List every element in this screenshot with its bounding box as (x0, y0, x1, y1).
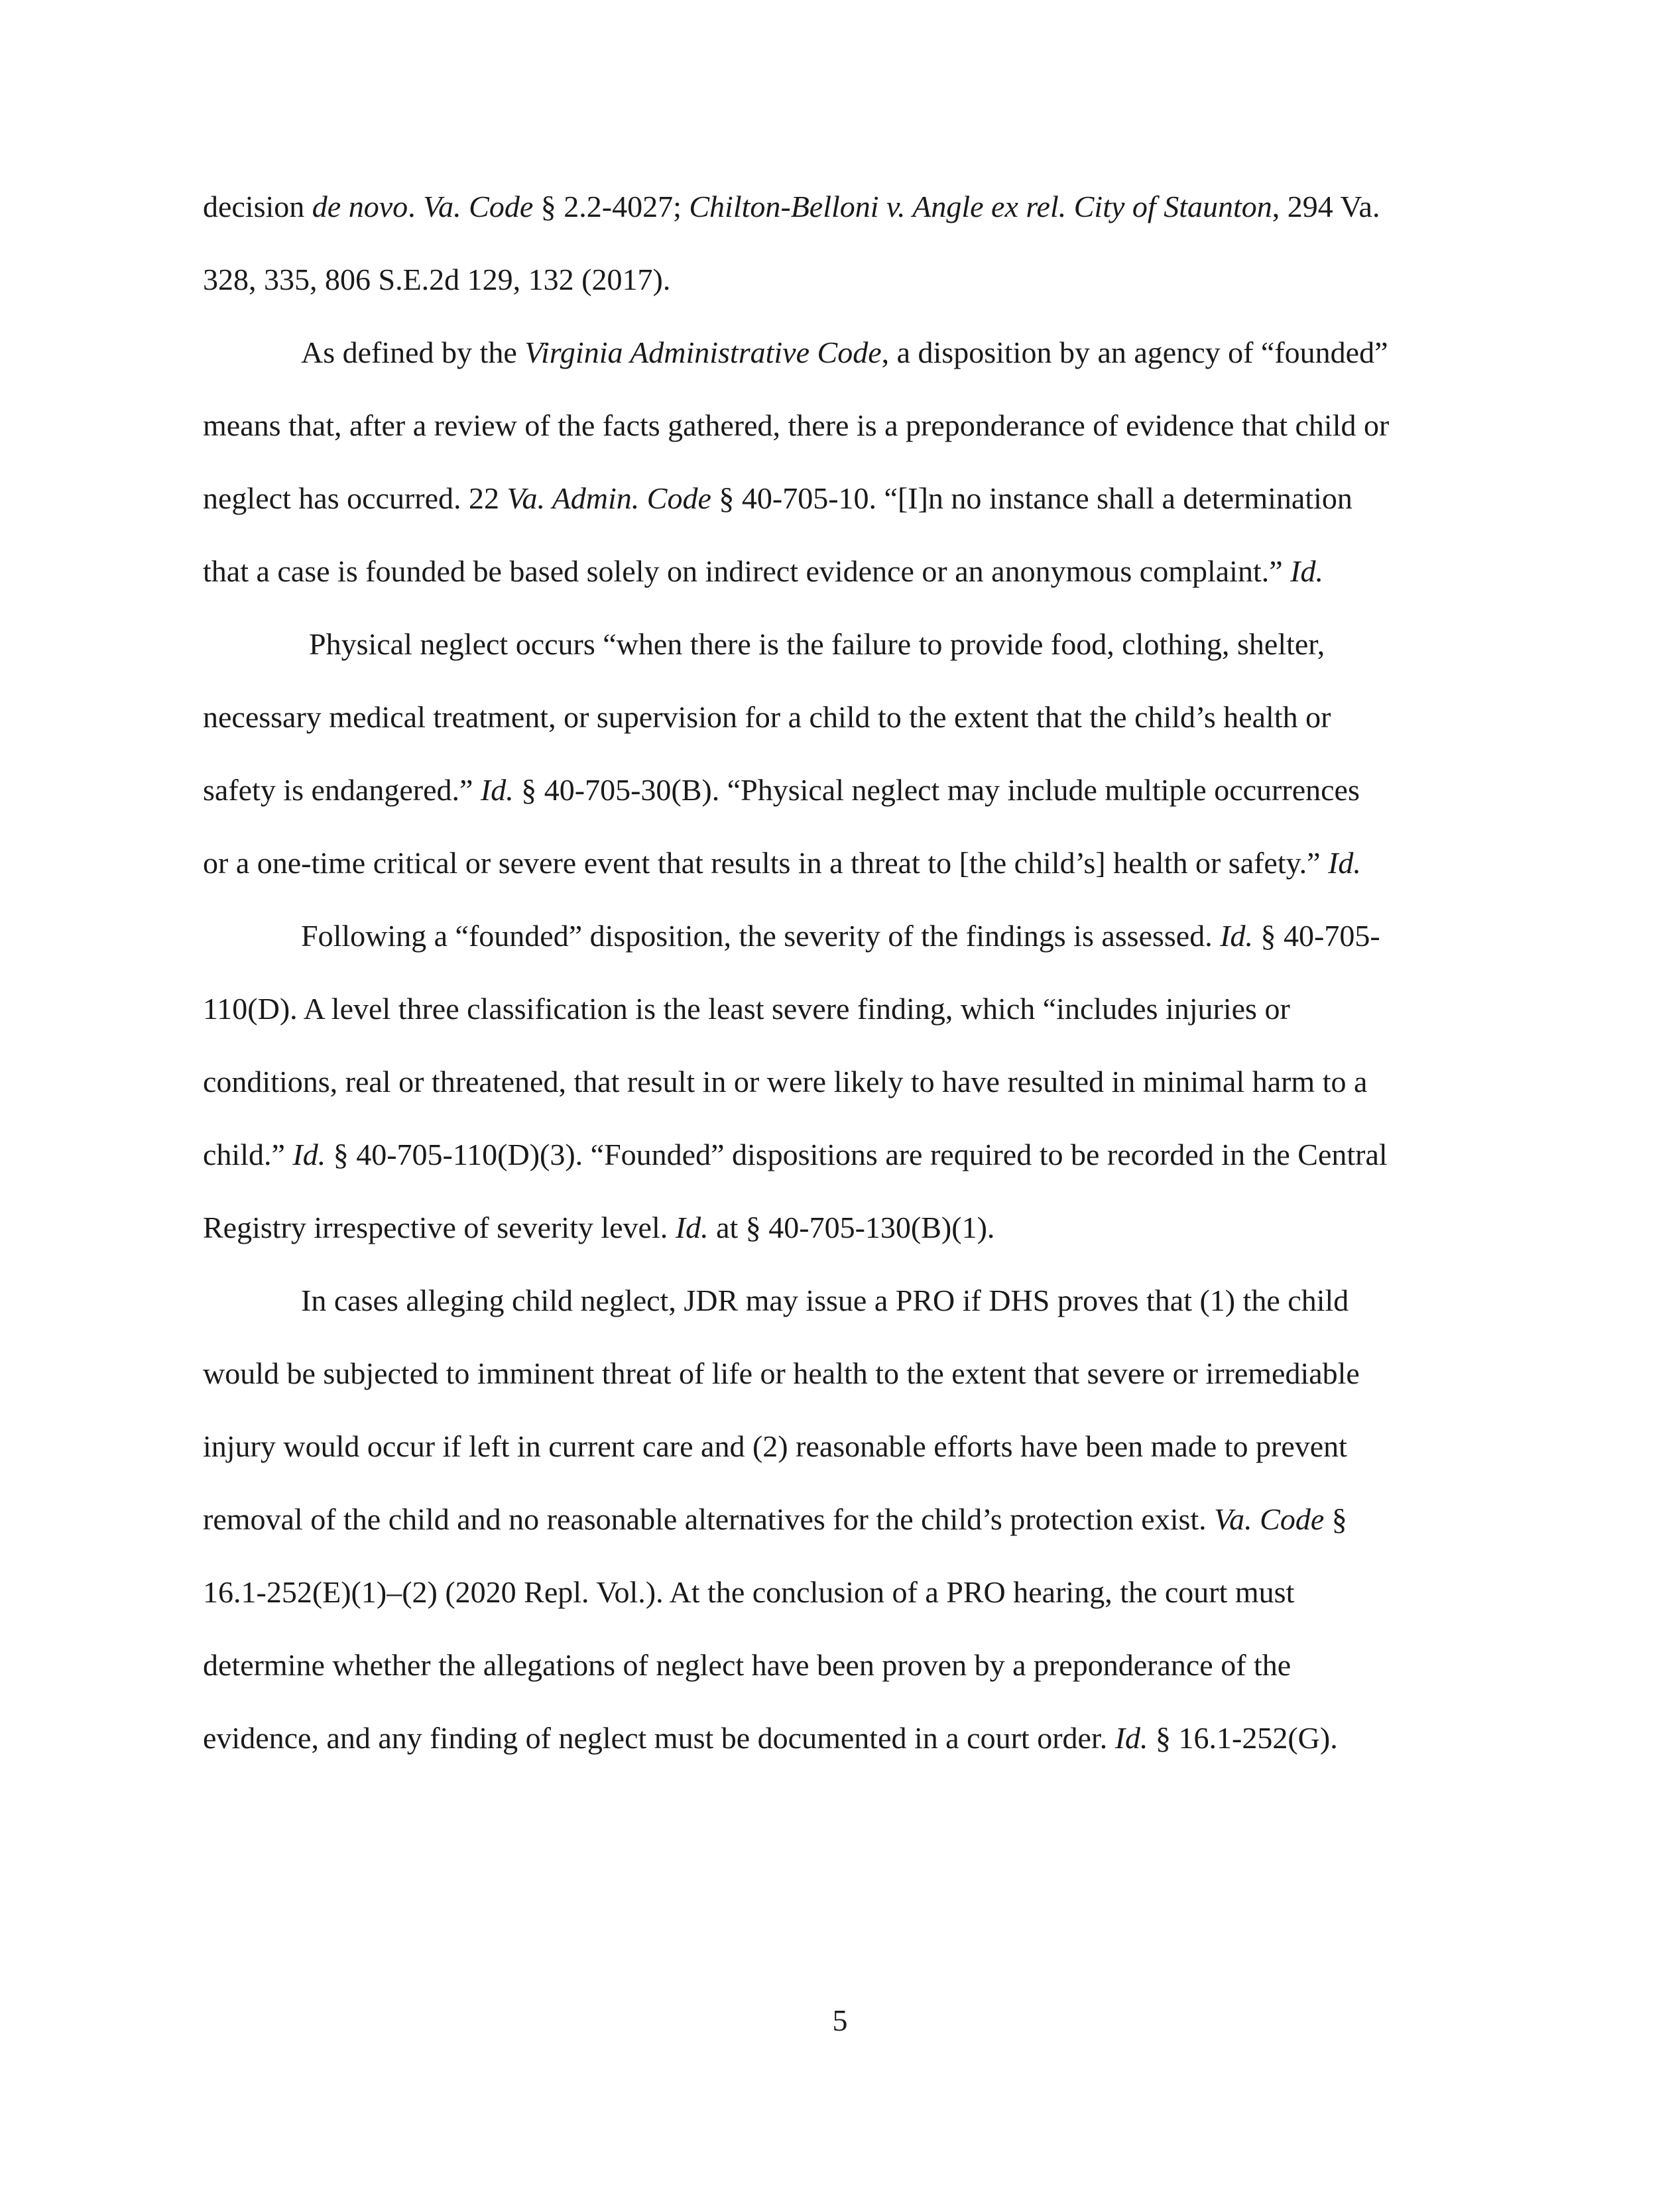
text-run: would be subjected to imminent threat of life or health to the extent that severe or irremediable (203, 1356, 1360, 1390)
text-run: § 40-705-110(D)(3). “Founded” dispositions are required to be recorded in the Central (326, 1138, 1388, 1171)
text-line (203, 187, 1380, 227)
text-run: necessary medical treatment, or supervision for a child to the extent that the child’s health or (203, 700, 1331, 734)
italic-text: Id. (1290, 554, 1323, 588)
italic-text: Id. (292, 1138, 326, 1171)
text-run: , 294 Va. (1272, 190, 1380, 223)
text-run: conditions, real or threatened, that result in or were likely to have resulted in minimal harm to a (203, 1065, 1368, 1099)
text-line (301, 333, 1388, 373)
text-line (301, 916, 1380, 956)
text-line (203, 989, 1290, 1029)
text-run: decision (203, 190, 312, 223)
text-run: injury would occur if left in current care and (2) reasonable efforts have been made to prevent (203, 1429, 1347, 1463)
text-line (203, 1208, 994, 1248)
page-number: 5 (832, 2003, 848, 2037)
text-run: Physical neglect occurs “when there is the failure to provide food, clothing, shelter, (309, 627, 1325, 661)
text-line (203, 1427, 1347, 1466)
text-line (203, 260, 670, 300)
text-line (203, 1645, 1291, 1685)
italic-text: Id. (1114, 1721, 1148, 1755)
text-run: § 40-705- (1253, 919, 1380, 953)
text-line (203, 406, 1389, 446)
text-run: or a one-time critical or severe event that results in a threat to [the child’s] health or safety.” (203, 846, 1329, 880)
italic-text: Virginia Administrative Code (524, 335, 882, 369)
text-line (203, 1718, 1338, 1758)
text-run: 110(D). A level three classification is the least severe finding, which “includes injuries or (203, 992, 1290, 1026)
italic-text: Id. (675, 1211, 709, 1244)
italic-text: Id. (1328, 846, 1361, 880)
italic-text: Id. (1220, 919, 1254, 953)
text-line (309, 625, 1325, 664)
text-run: safety is endangered.” (203, 773, 481, 807)
italic-text: Va. Code (423, 190, 534, 223)
text-line (203, 479, 1352, 518)
italic-text: Id. (480, 773, 514, 807)
italic-text: de novo (312, 190, 408, 223)
text-run: 16.1-252(E)(1)–(2) (2020 Repl. Vol.). At the conclusion of a PRO hearing, the court must (203, 1575, 1295, 1609)
text-run: removal of the child and no reasonable alternatives for the child’s protection exist. (203, 1502, 1215, 1536)
text-line (203, 1500, 1347, 1539)
text-run: § 40-705-10. “[I]n no instance shall a determination (711, 481, 1352, 515)
text-line (203, 1135, 1388, 1175)
text-run: determine whether the allegations of neglect have been proven by a preponderance of the (203, 1648, 1291, 1682)
text-line (203, 1062, 1367, 1102)
italic-text: Va. Code (1214, 1502, 1325, 1536)
italic-text: Chilton-Belloni v. Angle ex rel. City of Staunton (689, 190, 1272, 223)
text-run: As defined by the (301, 335, 525, 369)
text-run: neglect has occurred. 22 (203, 481, 507, 515)
text-line (203, 1354, 1360, 1394)
text-run: § 16.1-252(G). (1148, 1721, 1338, 1755)
text-run: child.” (203, 1138, 293, 1171)
text-run: 328, 335, 806 S.E.2d 129, 132 (2017). (203, 263, 671, 296)
text-line (203, 697, 1331, 737)
text-run: . (408, 190, 424, 223)
text-line (203, 843, 1361, 883)
text-run: at § 40-705-130(B)(1). (708, 1211, 995, 1244)
text-run: § 2.2-4027; (533, 190, 690, 223)
text-run: , a disposition by an agency of “founded” (881, 335, 1388, 369)
text-run: Registry irrespective of severity level. (203, 1211, 676, 1244)
text-line (301, 1281, 1349, 1321)
text-run: evidence, and any finding of neglect must be documented in a court order. (203, 1721, 1115, 1755)
text-run: § 40-705-30(B). “Physical neglect may include multiple occurrences (513, 773, 1360, 807)
text-run: § (1324, 1502, 1347, 1536)
text-line (203, 770, 1360, 810)
text-run: Following a “founded” disposition, the severity of the findings is assessed. (301, 919, 1221, 953)
italic-text: Va. Admin. Code (507, 481, 711, 515)
text-run: that a case is founded be based solely on indirect evidence or an anonymous complaint.” (203, 554, 1291, 588)
text-line (203, 552, 1323, 591)
text-run: means that, after a review of the facts gathered, there is a preponderance of evidence that child or (203, 408, 1390, 442)
text-line (203, 1573, 1294, 1612)
text-run: In cases alleging child neglect, JDR may issue a PRO if DHS proves that (1) the child (301, 1283, 1349, 1317)
